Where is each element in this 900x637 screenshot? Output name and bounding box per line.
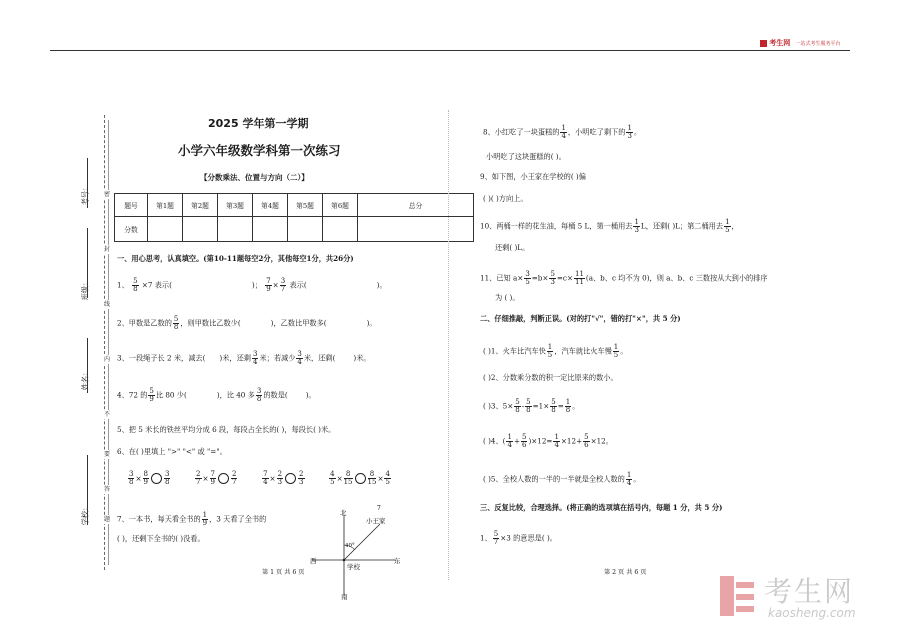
watermark bbox=[718, 570, 888, 630]
question-9-cont: ( )( )方向上。 bbox=[483, 194, 528, 203]
compass-diagram bbox=[300, 505, 430, 600]
seal-char-4: 内 bbox=[104, 356, 111, 363]
score-cell[interactable] bbox=[183, 217, 218, 242]
compass-angle: 40° bbox=[345, 543, 355, 549]
fraction: $\frac{3}{4}$ bbox=[297, 350, 302, 366]
score-cell[interactable] bbox=[218, 217, 253, 242]
score-header-cell: 第6题 bbox=[323, 194, 358, 217]
compass-south: 南 bbox=[341, 593, 348, 600]
fraction: $\frac{1}{4}$ bbox=[561, 124, 566, 140]
judge-1: ( )1、火车比汽车快 $\frac{1}{5}$ ，汽车就比火车慢 $\frac{1}{5}$ 。 bbox=[483, 343, 628, 359]
fill-line-exam-number bbox=[87, 158, 88, 208]
fraction: $\frac{3}{4}$ bbox=[252, 350, 258, 366]
judge-3: ( )3、5× $\frac{5}{8}$ - $\frac{5}{8}$ =1× $\frac{5}{8}$ = $\frac{1}{8}$ 。 bbox=[483, 398, 580, 414]
brand-logo bbox=[760, 38, 840, 48]
fraction: $\frac{5}{8}$ bbox=[133, 277, 138, 293]
page-footer-right: 第 2 页 共 6 页 bbox=[604, 569, 647, 576]
watermark-cn: 考生网 bbox=[764, 575, 855, 608]
seal-char-2: 封 bbox=[104, 246, 111, 253]
compass-home-label: 小王家 bbox=[366, 517, 386, 525]
judge-5: ( )5、全校人数的一半的一半就是全校人数的 $\frac{1}{4}$ 。 bbox=[483, 471, 641, 487]
brand-logo-icon bbox=[760, 40, 767, 47]
label-class: 班级： bbox=[80, 278, 90, 301]
fold-line bbox=[448, 110, 449, 580]
page-footer-left: 第 1 页 共 6 页 bbox=[262, 569, 305, 576]
score-cell[interactable] bbox=[253, 217, 288, 242]
label-name: 姓名： bbox=[80, 368, 90, 391]
question-6-items bbox=[127, 471, 392, 486]
label-exam-number: 考号： bbox=[80, 183, 90, 206]
fraction: $\frac{5}{8}$ bbox=[173, 315, 179, 331]
brand-name: 考生网 bbox=[769, 39, 791, 47]
watermark-logo-icon bbox=[720, 576, 756, 616]
seal-char-1: 密 bbox=[104, 191, 111, 198]
compare-circle[interactable] bbox=[355, 473, 366, 484]
fraction: $\frac{3}{5}$ bbox=[525, 270, 530, 286]
question-8-answer: 小明吃了这块蛋糕的( )。 bbox=[486, 152, 566, 161]
seal-char-6: 要 bbox=[104, 451, 111, 458]
question-2: 2、甲数是乙数的 $\frac{5}{8}$ ，则甲数比乙数少( )，乙数比甲数多( )。 bbox=[117, 315, 377, 331]
score-header-cell: 第5题 bbox=[288, 194, 323, 217]
watermark-en: kaosheng.com bbox=[768, 606, 856, 620]
compass-north: 北 bbox=[340, 509, 347, 517]
compass-east: 东 bbox=[394, 557, 401, 565]
compare-item: $\frac{7}{4}$ × $\frac{2}{3}$ $\frac{2}{3}$ bbox=[263, 470, 304, 486]
school-home-line bbox=[344, 524, 380, 560]
score-cell[interactable] bbox=[323, 217, 358, 242]
fraction: $\frac{1}{3}$ bbox=[634, 218, 639, 234]
score-cell[interactable] bbox=[148, 217, 183, 242]
compass-mark: 7 bbox=[377, 505, 381, 512]
fraction: $\frac{3}{7}$ bbox=[280, 277, 286, 293]
fraction: $\frac{5}{9}$ bbox=[149, 387, 154, 403]
compare-item: $\frac{4}{5}$ × $\frac{8}{15}$ $\frac{8}{15}$ × $\frac{4}{5}$ bbox=[330, 470, 390, 486]
question-7: 7、一本书，每天看全书的 $\frac{1}{9}$ ，3 天看了全书的 bbox=[117, 511, 267, 527]
compass-west: 西 bbox=[310, 557, 317, 565]
fraction: $\frac{1}{5}$ bbox=[725, 218, 730, 234]
top-rule bbox=[50, 50, 850, 51]
score-table-header-row bbox=[115, 194, 474, 217]
fill-line-name bbox=[87, 338, 88, 393]
question-10: 10、两桶一样的花生油，每桶 5 L，第一桶用去 $\frac{1}{3}$ L，还剩( )L；第二桶用去 $\frac{1}{5}$ ， bbox=[480, 218, 739, 234]
seal-char-3: 线 bbox=[104, 301, 111, 308]
fraction: $\frac{1}{9}$ bbox=[202, 511, 208, 527]
judge-2: ( )2、分数乘分数的积一定比原来的数小。 bbox=[483, 373, 618, 382]
score-cell[interactable] bbox=[288, 217, 323, 242]
question-8: 8、小红吃了一块蛋糕的 $\frac{1}{4}$ ，小明吃了剩下的 $\frac{1}{3}$ 。 bbox=[483, 124, 642, 140]
compare-circle[interactable] bbox=[218, 473, 229, 484]
fraction: $\frac{1}{3}$ bbox=[627, 124, 632, 140]
page-title-year: 2025 学年第一学期 bbox=[208, 117, 309, 130]
section-3-heading: 三、反复比较，合理选择。(将正确的选项填在括号内，每题 1 分，共 5 分) bbox=[480, 503, 723, 512]
binding-solid-line bbox=[108, 120, 109, 565]
question-3: 3、一段绳子长 2 米，减去( )米，还剩 $\frac{3}{4}$ 米；若减少 $\frac{3}{4}$ 米，还剩( )米。 bbox=[117, 350, 371, 366]
seal-char-5: 不 bbox=[104, 411, 111, 418]
question-10-cont: 还剩( )L。 bbox=[495, 243, 530, 252]
question-1: 1、 $\frac{5}{8}$ ×7 表示( )； $\frac{7}{9}$ × $\frac{3}{7}$ 表示( )。 bbox=[117, 277, 387, 293]
choice-1: 1、 $\frac{5}{7}$ ×3 的意思是( )。 bbox=[480, 530, 557, 546]
compare-item: $\frac{3}{8}$ × $\frac{8}{9}$ $\frac{3}{8}$ bbox=[129, 470, 170, 486]
score-cell[interactable] bbox=[358, 217, 474, 242]
score-header-cell: 总分 bbox=[358, 194, 474, 217]
score-header-cell: 第1题 bbox=[148, 194, 183, 217]
fraction: $\frac{7}{9}$ bbox=[266, 277, 271, 293]
judge-4: ( )4、( $\frac{1}{4}$ + $\frac{5}{6}$ )×12= $\frac{1}{4}$ ×12+ $\frac{5}{6}$ ×12。 bbox=[483, 433, 613, 449]
score-header-cell: 第3题 bbox=[218, 194, 253, 217]
question-4: 4、72 的 $\frac{5}{9}$ 比 80 少( )，比 40 多 $\frac{3}{8}$ 的数是( )。 bbox=[117, 387, 316, 403]
score-header-cell: 题号 bbox=[115, 194, 148, 217]
seal-char-8: 题 bbox=[104, 516, 111, 523]
brand-slogan: 一站式考生服务平台 bbox=[795, 41, 841, 47]
seal-char-7: 答 bbox=[104, 486, 111, 493]
score-table bbox=[114, 193, 474, 242]
school-dot bbox=[343, 559, 346, 562]
fraction: $\frac{1}{5}$ bbox=[547, 343, 553, 359]
fill-line-school bbox=[87, 455, 88, 525]
binding-strip bbox=[60, 110, 120, 580]
page-subtitle: 【分数乘法、位置与方向（二）】 bbox=[200, 173, 309, 182]
fraction: $\frac{11}{11}$ bbox=[574, 270, 584, 286]
question-9: 9、如下图，小王家在学校的( )偏 bbox=[480, 172, 586, 181]
score-row-label: 分数 bbox=[115, 217, 148, 242]
compare-circle[interactable] bbox=[285, 473, 296, 484]
question-5: 5、把 5 米长的铁丝平均分成 6 段，每段占全长的( )，每段长( )米。 bbox=[117, 425, 336, 434]
section-1-heading: 一、用心思考，认真填空。(第10-11题每空2分，其他每空1分，共26分) bbox=[117, 254, 354, 263]
binding-dashed-line bbox=[104, 115, 105, 570]
score-table-score-row bbox=[115, 217, 474, 242]
section-2-heading: 二、仔细推敲，判断正误。(对的打"√"，错的打"×"，共 5 分) bbox=[480, 314, 681, 323]
question-6: 6、在( )里填上 ">" "<" 或 "="。 bbox=[117, 447, 227, 456]
label-school: 学校： bbox=[80, 503, 90, 526]
page-title: 小学六年级数学科第一次练习 bbox=[178, 143, 341, 158]
score-header-cell: 第4题 bbox=[253, 194, 288, 217]
score-header-cell: 第2题 bbox=[183, 194, 218, 217]
fraction: $\frac{1}{5}$ bbox=[613, 343, 619, 359]
compare-item: $\frac{2}{7}$ × $\frac{7}{9}$ $\frac{2}{7}$ bbox=[196, 470, 237, 486]
question-7-cont: ( )，还剩下全书的( )没看。 bbox=[117, 534, 205, 543]
question-11-cont: 为 ( )。 bbox=[495, 293, 520, 302]
compare-circle[interactable] bbox=[151, 473, 162, 484]
fill-line-class bbox=[87, 228, 88, 298]
fraction: $\frac{3}{8}$ bbox=[256, 387, 262, 403]
compass-school-label: 学校 bbox=[347, 563, 360, 571]
question-11: 11、已知 a× $\frac{3}{5}$ =b× $\frac{5}{3}$ =c× $\frac{11}{11}$ (a、b、c 均不为 0)，则 a、b、c 三数按从大到小的排序 bbox=[480, 270, 768, 286]
fraction: $\frac{5}{3}$ bbox=[550, 270, 555, 286]
